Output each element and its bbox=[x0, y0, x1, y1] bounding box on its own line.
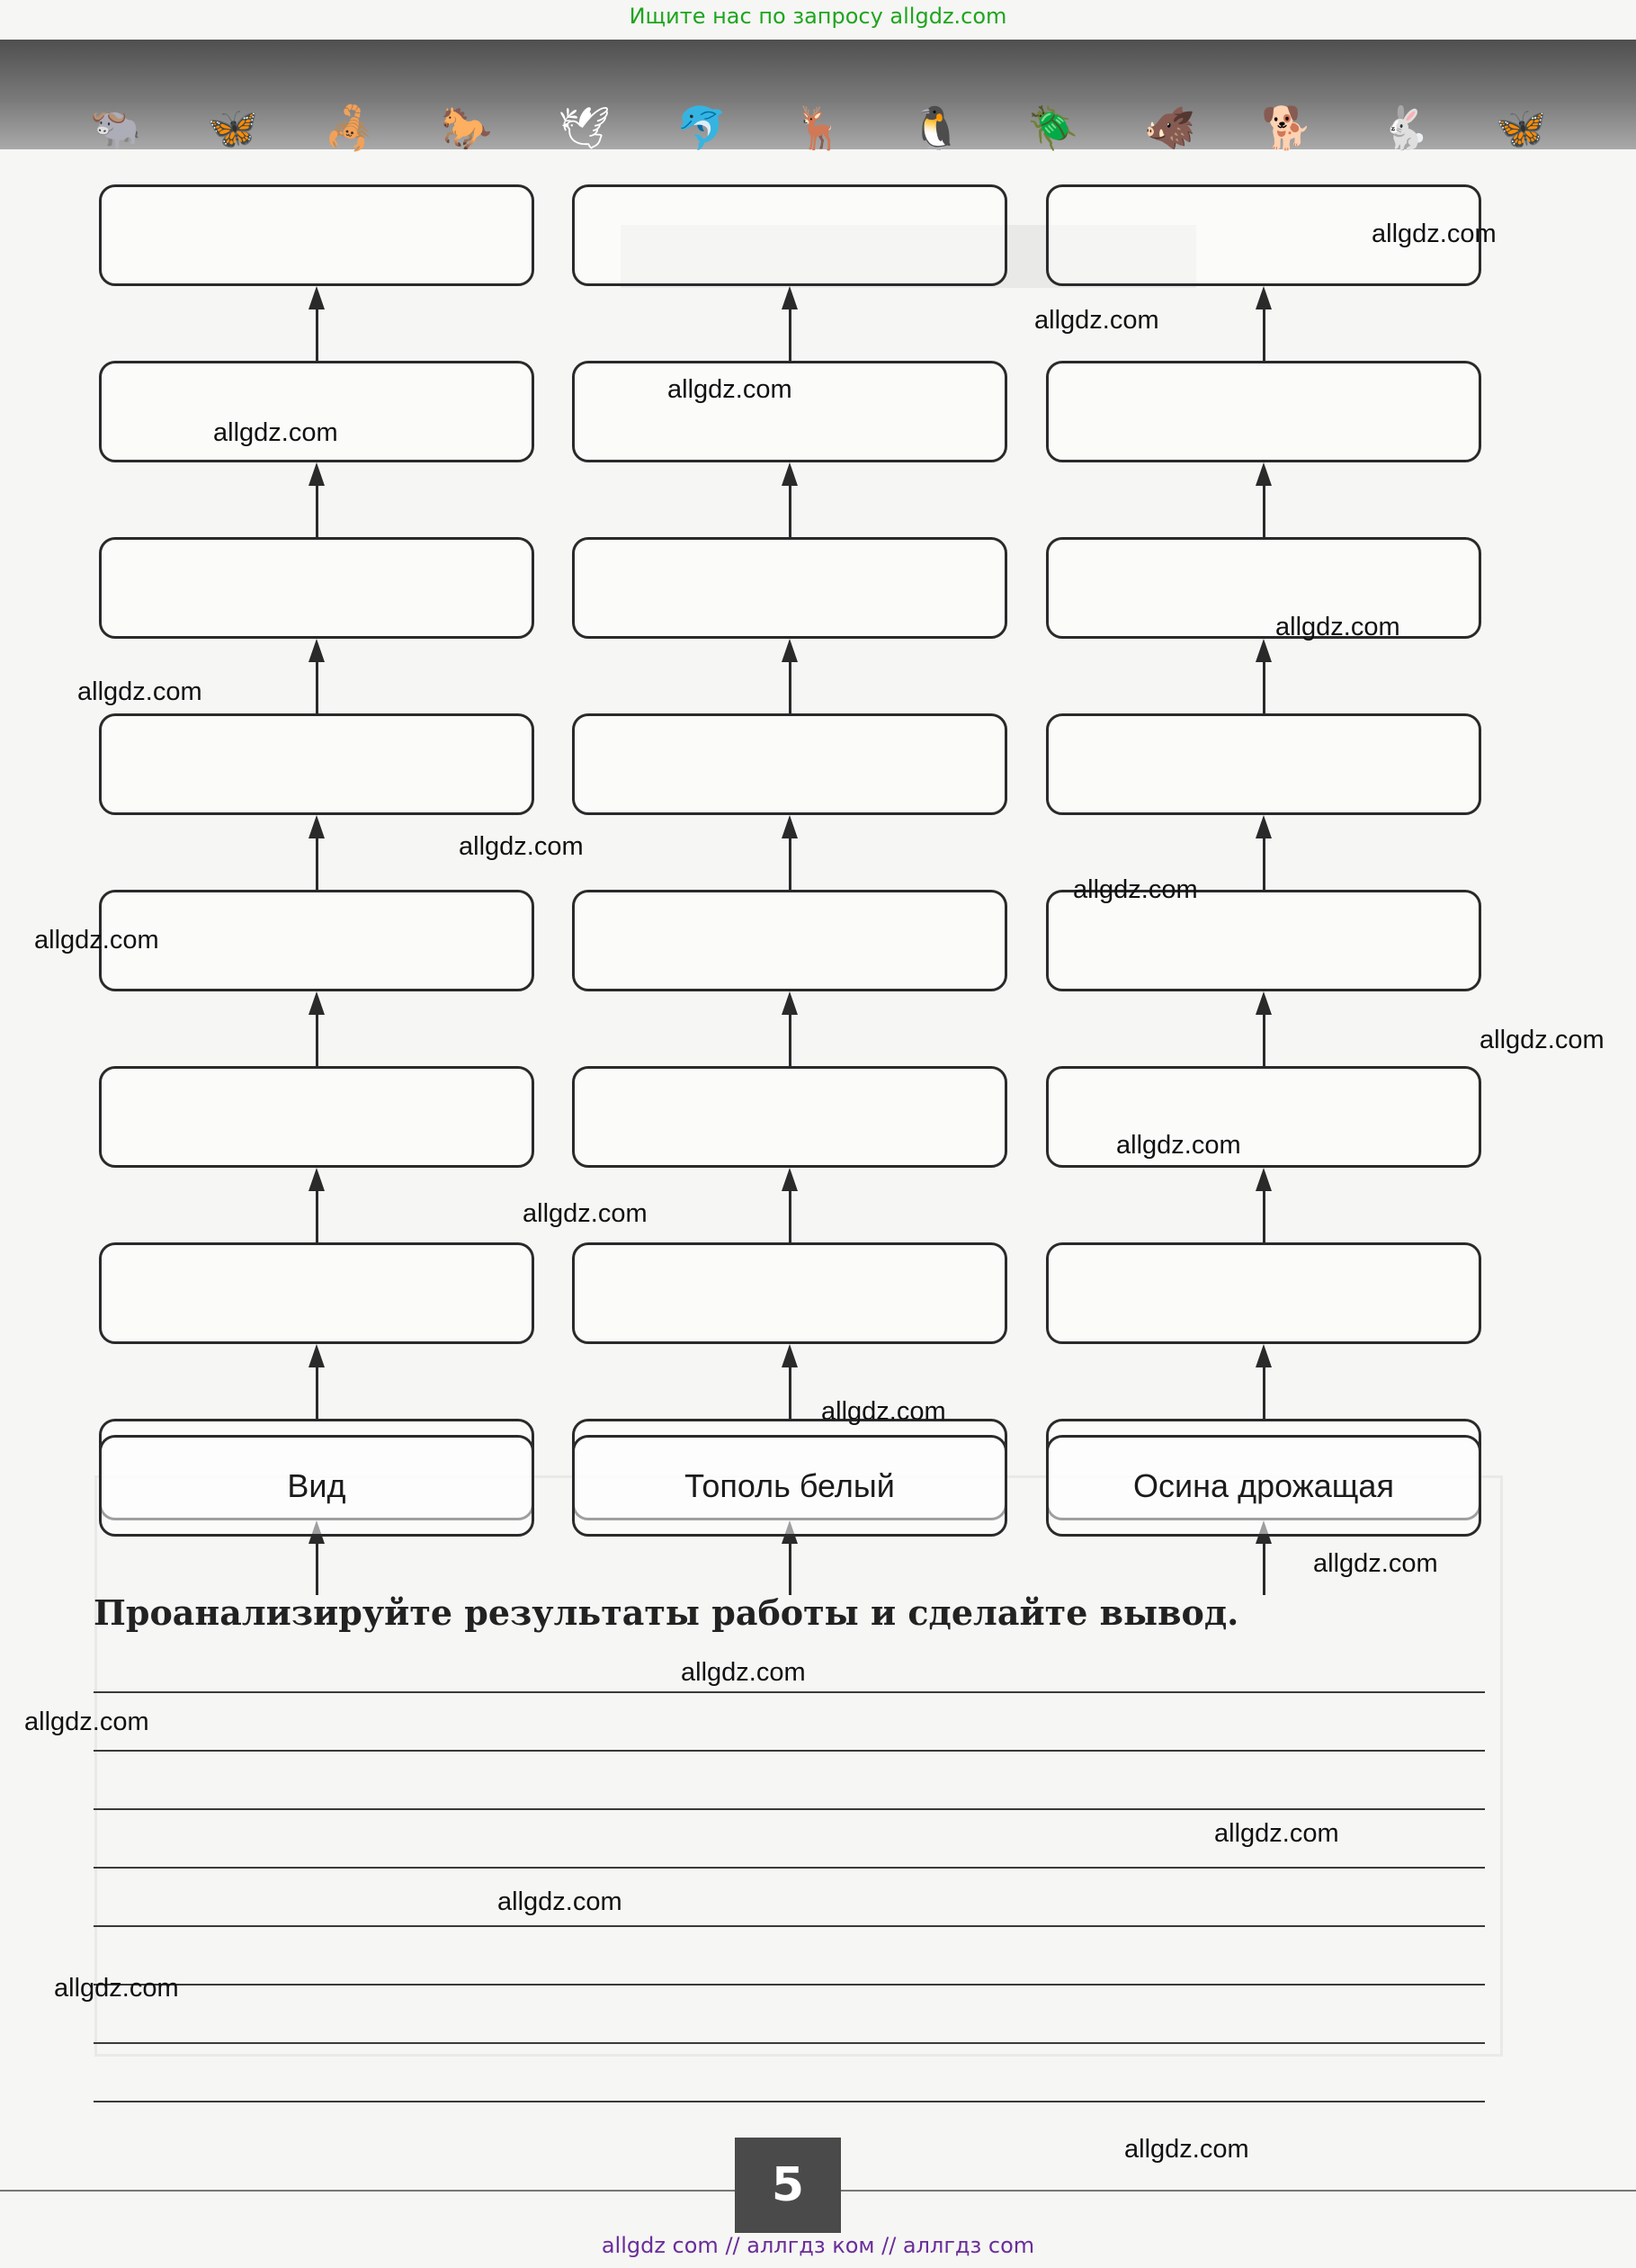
watermark: allgdz.com bbox=[459, 832, 584, 861]
watermark: allgdz.com bbox=[1275, 613, 1400, 641]
arrow bbox=[789, 1188, 791, 1242]
empty-box[interactable] bbox=[572, 537, 1007, 639]
watermark: allgdz.com bbox=[1124, 2135, 1249, 2164]
bird-icon: 🕊 bbox=[558, 104, 611, 151]
empty-box[interactable] bbox=[572, 1242, 1007, 1344]
watermark: allgdz.com bbox=[1313, 1549, 1438, 1578]
arrow bbox=[1263, 1188, 1265, 1242]
dolphin-icon: 🐬 bbox=[675, 104, 729, 151]
watermark: allgdz.com bbox=[821, 1397, 946, 1426]
arrow-head bbox=[1256, 639, 1272, 662]
page-number: 5 bbox=[735, 2138, 841, 2233]
arrow bbox=[789, 1364, 791, 1419]
answer-line[interactable] bbox=[94, 1808, 1485, 1810]
watermark: allgdz.com bbox=[213, 418, 338, 447]
arrow bbox=[1263, 482, 1265, 537]
answer-line[interactable] bbox=[94, 2042, 1485, 2044]
beetle-icon: 🪲 bbox=[1027, 104, 1079, 151]
arrow bbox=[316, 482, 318, 537]
empty-box[interactable] bbox=[572, 1066, 1007, 1168]
column-label-aspen: Осина дрожащая bbox=[1046, 1435, 1481, 1537]
arrow bbox=[789, 659, 791, 713]
arrow-head bbox=[308, 462, 325, 486]
watermark: allgdz.com bbox=[523, 1199, 648, 1228]
empty-box[interactable] bbox=[572, 890, 1007, 991]
watermark: allgdz.com bbox=[54, 1974, 179, 2003]
watermark: allgdz.com bbox=[1480, 1026, 1605, 1054]
banner-icons bbox=[90, 94, 1547, 151]
arrow bbox=[1263, 306, 1265, 361]
moose-icon: 🦌 bbox=[792, 104, 845, 151]
arrow-head bbox=[782, 639, 798, 662]
arrow bbox=[1263, 1011, 1265, 1066]
watermark: allgdz.com bbox=[1034, 306, 1159, 335]
empty-box[interactable] bbox=[1046, 1242, 1481, 1344]
top-note[interactable]: Ищите нас по запросу allgdz.com bbox=[629, 4, 1007, 29]
arrow bbox=[789, 835, 791, 890]
arrow-head bbox=[782, 991, 798, 1015]
empty-box[interactable] bbox=[572, 184, 1007, 286]
watermark: allgdz.com bbox=[681, 1658, 806, 1687]
watermark: allgdz.com bbox=[497, 1887, 622, 1916]
column-label-species: Вид bbox=[99, 1435, 534, 1537]
arrow-head bbox=[308, 815, 325, 838]
empty-box[interactable] bbox=[99, 1066, 534, 1168]
arrow bbox=[316, 306, 318, 361]
empty-box[interactable] bbox=[1046, 537, 1481, 639]
arrow bbox=[316, 1011, 318, 1066]
footer-links[interactable]: allgdz com // аллгдз ком // аллгдз com bbox=[601, 2233, 1035, 2258]
empty-box[interactable] bbox=[572, 713, 1007, 815]
scorpion-icon: 🦂 bbox=[324, 104, 376, 151]
arrow-head bbox=[1256, 1344, 1272, 1367]
arrow-head bbox=[308, 639, 325, 662]
arrow-head bbox=[1256, 1168, 1272, 1191]
arrow bbox=[789, 1011, 791, 1066]
arrow-head bbox=[782, 286, 798, 309]
seabird-icon: 🐧 bbox=[910, 104, 962, 151]
show-through-table bbox=[94, 1475, 1503, 2057]
dog-icon: 🐕 bbox=[1261, 104, 1313, 151]
butterfly-icon: 🦋 bbox=[207, 104, 259, 151]
watermark: allgdz.com bbox=[1116, 1131, 1241, 1160]
arrow-head bbox=[1256, 991, 1272, 1015]
arrow bbox=[1263, 1540, 1265, 1595]
arrow-head bbox=[782, 1168, 798, 1191]
empty-box[interactable] bbox=[1046, 361, 1481, 462]
arrow bbox=[316, 659, 318, 713]
arrow-head bbox=[782, 462, 798, 486]
empty-box[interactable] bbox=[99, 890, 534, 991]
arrow-head bbox=[1256, 462, 1272, 486]
boar-icon: 🐗 bbox=[1144, 104, 1196, 151]
answer-line[interactable] bbox=[94, 2101, 1485, 2102]
answer-line[interactable] bbox=[94, 1750, 1485, 1752]
watermark: allgdz.com bbox=[1214, 1819, 1339, 1848]
arrow bbox=[316, 1540, 318, 1595]
answer-line[interactable] bbox=[94, 1867, 1485, 1869]
empty-box[interactable] bbox=[99, 1242, 534, 1344]
arrow bbox=[316, 1364, 318, 1419]
watermark: allgdz.com bbox=[77, 677, 202, 706]
arrow bbox=[1263, 835, 1265, 890]
arrow bbox=[789, 482, 791, 537]
answer-line[interactable] bbox=[94, 1925, 1485, 1927]
column-label-white-poplar: Тополь белый bbox=[572, 1435, 1007, 1537]
arrow-head bbox=[782, 1344, 798, 1367]
arrow bbox=[316, 1188, 318, 1242]
empty-box[interactable] bbox=[99, 184, 534, 286]
bison-icon: 🐃 bbox=[90, 104, 142, 151]
arrow-head bbox=[1256, 286, 1272, 309]
arrow bbox=[789, 1540, 791, 1595]
arrow bbox=[316, 835, 318, 890]
arrow-head bbox=[782, 815, 798, 838]
watermark: allgdz.com bbox=[34, 926, 159, 955]
watermark: allgdz.com bbox=[24, 1708, 149, 1736]
horse-icon: 🐎 bbox=[441, 104, 493, 151]
watermark: allgdz.com bbox=[1372, 220, 1497, 248]
watermark: allgdz.com bbox=[667, 375, 792, 404]
arrow bbox=[789, 306, 791, 361]
empty-box[interactable] bbox=[1046, 713, 1481, 815]
arrow-head bbox=[308, 991, 325, 1015]
watermark: allgdz.com bbox=[1073, 875, 1198, 904]
task-heading: Проанализируйте результаты работы и сделайте вывод. bbox=[94, 1592, 1239, 1633]
arrow-head bbox=[1256, 815, 1272, 838]
arrow bbox=[1263, 659, 1265, 713]
arrow bbox=[1263, 1364, 1265, 1419]
moth-icon: 🦋 bbox=[1495, 104, 1547, 151]
empty-box[interactable] bbox=[99, 713, 534, 815]
arrow-head bbox=[308, 1344, 325, 1367]
arrow-head bbox=[308, 1168, 325, 1191]
rabbit-icon: 🐇 bbox=[1378, 104, 1430, 151]
arrow-head bbox=[308, 286, 325, 309]
answer-line[interactable] bbox=[94, 1984, 1485, 1986]
empty-box[interactable] bbox=[1046, 1066, 1481, 1168]
answer-line[interactable] bbox=[94, 1691, 1485, 1693]
empty-box[interactable] bbox=[99, 537, 534, 639]
